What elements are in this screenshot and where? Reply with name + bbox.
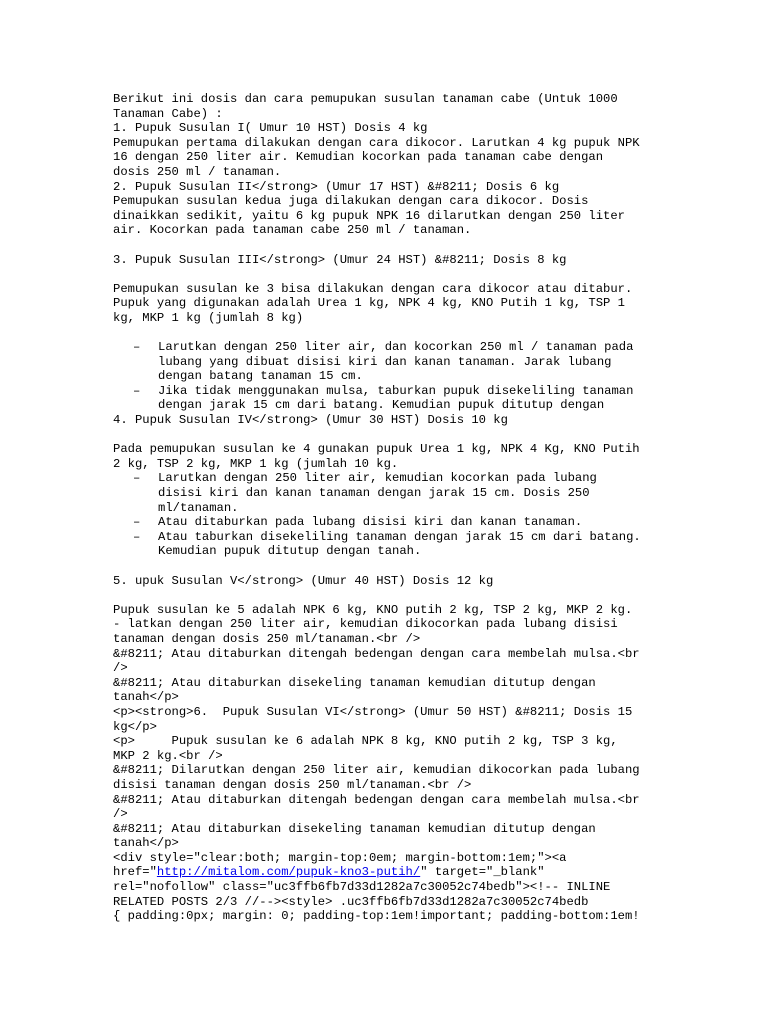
bullet-continuation: disisi kiri dan kanan tanaman dengan jarak 15 cm. Dosis 250 bbox=[158, 486, 590, 501]
text-line: disisi tanaman dengan dosis 250 ml/tanaman.<br /> bbox=[113, 777, 472, 792]
blank-line bbox=[113, 238, 663, 253]
bullet-line: – Larutkan dengan 250 liter air, dan kocorkan 250 ml / tanaman pada bbox=[113, 340, 663, 355]
text-line: 2. Pupuk Susulan II</strong> (Umur 17 HST) &#8211; Dosis 6 kg bbox=[113, 179, 560, 194]
text-line: Tanaman Cabe) : bbox=[113, 106, 223, 121]
blank-line bbox=[113, 326, 663, 341]
text-line: tanaman dengan dosis 250 ml/tanaman.<br /> bbox=[113, 631, 421, 646]
bullet-line: – Atau taburkan disekeliling tanaman dengan jarak 15 cm dari batang. bbox=[113, 530, 663, 545]
bullet-line: – Jika tidak menggunakan mulsa, taburkan pupuk disekeliling tanaman bbox=[113, 384, 663, 399]
text-line: { padding:0px; margin: 0; padding-top:1em!important; padding-bottom:1em! bbox=[113, 909, 640, 924]
text-line: rel="nofollow" class="uc3ffb6fb7d33d1282a7c30052c74bedb"><!-- INLINE bbox=[113, 880, 611, 895]
text-line: <div style="clear:both; margin-top:0em; margin-bottom:1em;"><a bbox=[113, 850, 567, 865]
text-line: 16 dengan 250 liter air. Kemudian kocorkan pada tanaman cabe dengan bbox=[113, 150, 604, 165]
bullet-continuation: dengan batang tanaman 15 cm. bbox=[158, 369, 363, 384]
blank-line bbox=[113, 588, 663, 603]
text-line: &#8211; Atau ditaburkan disekeling tanaman kemudian ditutup dengan bbox=[113, 675, 596, 690]
text-line: 4. Pupuk Susulan IV</strong> (Umur 30 HST) Dosis 10 kg bbox=[113, 413, 508, 428]
text-line: 5. upuk Susulan V</strong> (Umur 40 HST) Dosis 12 kg bbox=[113, 573, 494, 588]
text-line: tanah</p> bbox=[113, 836, 179, 851]
bullet-continuation: ml/tanaman. bbox=[158, 500, 239, 515]
bullet-line: – Larutkan dengan 250 liter air, kemudian kocorkan pada lubang bbox=[113, 471, 663, 486]
mitalom-link[interactable]: http://mitalom.com/pupuk-kno3-putih/ bbox=[156, 865, 421, 880]
text-line: Pemupukan susulan ke 3 bisa dilakukan dengan cara dikocor atau ditabur. bbox=[113, 281, 633, 296]
text-line: 2 kg, TSP 2 kg, MKP 1 kg (jumlah 10 kg. bbox=[113, 456, 399, 471]
text-line: 3. Pupuk Susulan III</strong> (Umur 24 HST) &#8211; Dosis 8 kg bbox=[113, 252, 567, 267]
bullet-continuation: lubang yang dibuat disisi kiri dan kanan tanaman. Jarak lubang bbox=[158, 354, 612, 369]
text-line: &#8211; Atau ditaburkan ditengah bedengan dengan cara membelah mulsa.<br bbox=[113, 792, 640, 807]
text-line: &#8211; Atau ditaburkan disekeling tanaman kemudian ditutup dengan bbox=[113, 821, 596, 836]
text-line: Pemupukan pertama dilakukan dengan cara dikocor. Larutkan 4 kg pupuk NPK bbox=[113, 135, 640, 150]
text-line: Pupuk yang digunakan adalah Urea 1 kg, NPK 4 kg, KNO Putih 1 kg, TSP 1 bbox=[113, 296, 625, 311]
bullet-continuation: dengan jarak 15 cm dari batang. Kemudian pupuk ditutup dengan bbox=[158, 398, 605, 413]
text-line: Pupuk susulan ke 5 adalah NPK 6 kg, KNO putih 2 kg, TSP 2 kg, MKP 2 kg. bbox=[113, 602, 633, 617]
blank-line bbox=[113, 267, 663, 282]
text-line: dinaikkan sedikit, yaitu 6 kg pupuk NPK 16 dilarutkan dengan 250 liter bbox=[113, 208, 625, 223]
text-line: air. Kocorkan pada tanaman cabe 250 ml / tanaman. bbox=[113, 223, 472, 238]
text-line: RELATED POSTS 2/3 //--><style> .uc3ffb6fb7d33d1282a7c30052c74bedb bbox=[113, 894, 589, 909]
text-line: tanah</p> bbox=[113, 690, 179, 705]
text-line: - latkan dengan 250 liter air, kemudian dikocorkan pada lubang disisi bbox=[113, 617, 618, 632]
document-body bbox=[113, 92, 663, 924]
text-line bbox=[113, 865, 663, 880]
text-line: <p> Pupuk susulan ke 6 adalah NPK 8 kg, KNO putih 2 kg, TSP 3 kg, bbox=[113, 734, 618, 749]
text-line: Pemupukan susulan kedua juga dilakukan dengan cara dikocor. Dosis bbox=[113, 194, 589, 209]
text-line: kg, MKP 1 kg (jumlah 8 kg) bbox=[113, 310, 304, 325]
blank-line bbox=[113, 559, 663, 574]
text-line: <p><strong>6. Pupuk Susulan VI</strong> (Umur 50 HST) &#8211; Dosis 15 bbox=[113, 704, 633, 719]
text-line: Pada pemupukan susulan ke 4 gunakan pupuk Urea 1 kg, NPK 4 Kg, KNO Putih bbox=[113, 442, 640, 457]
text-fragment: href=" bbox=[113, 865, 157, 880]
text-line: kg</p> bbox=[113, 719, 157, 734]
text-line: &#8211; Atau ditaburkan ditengah bedengan dengan cara membelah mulsa.<br bbox=[113, 646, 640, 661]
text-fragment: " target="_blank" bbox=[420, 865, 545, 880]
text-line: 1. Pupuk Susulan I( Umur 10 HST) Dosis 4 kg bbox=[113, 121, 428, 136]
text-line: dosis 250 ml / tanaman. bbox=[113, 164, 282, 179]
text-line: /> bbox=[113, 661, 128, 676]
text-line: &#8211; Dilarutkan dengan 250 liter air, kemudian dikocorkan pada lubang bbox=[113, 763, 640, 778]
text-line: Berikut ini dosis dan cara pemupukan susulan tanaman cabe (Untuk 1000 bbox=[113, 92, 618, 106]
bullet-continuation: Kemudian pupuk ditutup dengan tanah. bbox=[158, 544, 422, 559]
text-line: /> bbox=[113, 807, 128, 822]
blank-line bbox=[113, 428, 663, 443]
bullet-line: – Atau ditaburkan pada lubang disisi kiri dan kanan tanaman. bbox=[113, 515, 663, 530]
text-line: MKP 2 kg.<br /> bbox=[113, 748, 223, 763]
